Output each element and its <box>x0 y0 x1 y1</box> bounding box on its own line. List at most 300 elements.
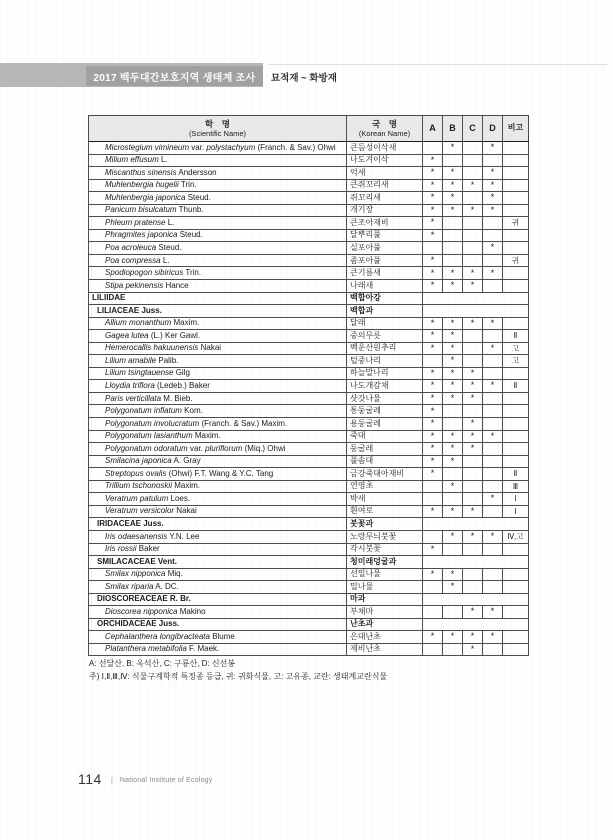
scientific-name-cell: Muhlenbergia japonica Steud. <box>89 192 347 205</box>
site-c-mark-cell <box>463 154 483 167</box>
site-a-mark-cell: * <box>423 204 443 217</box>
korean-name-cell: 밀나물 <box>347 581 423 594</box>
species-row <box>89 505 529 518</box>
note-cell <box>503 280 529 293</box>
scientific-name-cell: Hemerocallis hakuunensis Nakai <box>89 342 347 355</box>
korean-name-cell: 백운산원추리 <box>347 342 423 355</box>
korean-name-cell: 부채마 <box>347 606 423 619</box>
species-row <box>89 242 529 255</box>
note-cell: Ⅲ <box>503 480 529 493</box>
taxon-group-name-cell: IRIDACEAE Juss. <box>89 518 347 531</box>
note-cell <box>503 543 529 556</box>
species-row <box>89 581 529 594</box>
site-d-mark-cell <box>483 330 503 343</box>
site-d-mark-cell <box>483 392 503 405</box>
species-row <box>89 217 529 230</box>
site-d-mark-cell <box>483 418 503 431</box>
site-d-mark-cell: * <box>483 530 503 543</box>
site-c-mark-cell: * <box>463 430 483 443</box>
korean-name-cell: 각시붓꽃 <box>347 543 423 556</box>
note-cell: Ⅳ,고 <box>503 530 529 543</box>
col-header-scientific-name-en: (Scientific Name) <box>188 128 247 138</box>
site-b-mark-cell <box>443 606 463 619</box>
site-c-mark-cell <box>463 405 483 418</box>
note-cell <box>503 418 529 431</box>
site-b-mark-cell: * <box>443 167 463 180</box>
taxon-group-korean-cell: 붓꽃과 <box>347 518 423 531</box>
scientific-name-cell: Gagea lutea (L.) Ker Gawl. <box>89 330 347 343</box>
family-section-row <box>89 618 529 631</box>
merged-empty-cell <box>423 518 529 531</box>
site-a-mark-cell <box>423 581 443 594</box>
family-section-row <box>89 305 529 318</box>
family-section-row <box>89 556 529 569</box>
site-a-mark-cell: * <box>423 543 443 556</box>
site-a-mark-cell: * <box>423 192 443 205</box>
note-cell <box>503 606 529 619</box>
species-row <box>89 443 529 456</box>
site-c-mark-cell <box>463 480 483 493</box>
site-a-mark-cell: * <box>423 631 443 644</box>
family-section-row <box>89 593 529 606</box>
korean-name-cell: 둥굴레 <box>347 443 423 456</box>
site-d-mark-cell: * <box>483 167 503 180</box>
species-row <box>89 229 529 242</box>
species-row <box>89 392 529 405</box>
korean-name-cell: 억새 <box>347 167 423 180</box>
scientific-name-cell: Smilax nipponica Miq. <box>89 568 347 581</box>
site-c-mark-cell <box>463 330 483 343</box>
note-cell <box>503 643 529 656</box>
korean-name-cell: 큰듬성이삭새 <box>347 142 423 155</box>
col-header-site-d: D <box>483 116 503 142</box>
site-c-mark-cell: * <box>463 631 483 644</box>
site-b-mark-cell: * <box>443 455 463 468</box>
korean-name-cell: 박새 <box>347 493 423 506</box>
scientific-name-cell: Lilium tsingtauense Gilg <box>89 367 347 380</box>
family-section-row <box>89 518 529 531</box>
site-a-mark-cell: * <box>423 280 443 293</box>
site-d-mark-cell <box>483 154 503 167</box>
note-cell: 고 <box>503 355 529 368</box>
species-row <box>89 267 529 280</box>
site-b-mark-cell: * <box>443 142 463 155</box>
korean-name-cell: 큰조아재비 <box>347 217 423 230</box>
korean-name-cell: 은대난초 <box>347 631 423 644</box>
site-b-mark-cell: * <box>443 480 463 493</box>
site-c-mark-cell: * <box>463 443 483 456</box>
site-a-mark-cell: * <box>423 154 443 167</box>
site-a-mark-cell: * <box>423 380 443 393</box>
korean-name-cell: 중의무릇 <box>347 330 423 343</box>
site-a-mark-cell: * <box>423 418 443 431</box>
site-d-mark-cell: * <box>483 380 503 393</box>
note-cell <box>503 229 529 242</box>
site-c-mark-cell <box>463 142 483 155</box>
scientific-name-cell: Iris odaesanensis Y.N. Lee <box>89 530 347 543</box>
species-row <box>89 455 529 468</box>
site-b-mark-cell: * <box>443 530 463 543</box>
site-b-mark-cell: * <box>443 330 463 343</box>
page-number: 114 <box>78 771 102 787</box>
site-a-mark-cell <box>423 355 443 368</box>
footnote-site-key: A: 선달산, B: 옥석산, C: 구룡산, D: 신선봉 <box>89 659 236 668</box>
species-row <box>89 142 529 155</box>
merged-empty-cell <box>423 593 529 606</box>
species-row <box>89 355 529 368</box>
korean-name-cell: 큰기름새 <box>347 267 423 280</box>
note-cell <box>503 204 529 217</box>
taxon-group-korean-cell: 난초과 <box>347 618 423 631</box>
korean-name-cell: 하늘말나리 <box>347 367 423 380</box>
site-b-mark-cell: * <box>443 581 463 594</box>
site-d-mark-cell <box>483 280 503 293</box>
site-b-mark-cell: * <box>443 380 463 393</box>
report-title: 2017 백두대간보호지역 생태계 조사 <box>86 66 263 86</box>
site-c-mark-cell: * <box>463 380 483 393</box>
site-c-mark-cell <box>463 568 483 581</box>
scientific-name-cell: Lloydia triflora (Ledeb.) Baker <box>89 380 347 393</box>
species-row <box>89 568 529 581</box>
note-cell <box>503 179 529 192</box>
note-cell: Ⅰ <box>503 505 529 518</box>
taxon-group-korean-cell: 청미래덩굴과 <box>347 556 423 569</box>
korean-name-cell: 나래새 <box>347 280 423 293</box>
site-c-mark-cell: * <box>463 367 483 380</box>
species-row <box>89 405 529 418</box>
species-row <box>89 468 529 481</box>
site-d-mark-cell <box>483 543 503 556</box>
korean-name-cell: 통둥굴레 <box>347 405 423 418</box>
scientific-name-cell: Lilium amabile Palib. <box>89 355 347 368</box>
scientific-name-cell: Smilax riparia A. DC. <box>89 581 347 594</box>
site-a-mark-cell: * <box>423 217 443 230</box>
korean-name-cell: 선밀나물 <box>347 568 423 581</box>
site-a-mark-cell: * <box>423 455 443 468</box>
site-c-mark-cell <box>463 455 483 468</box>
site-d-mark-cell <box>483 505 503 518</box>
site-b-mark-cell: * <box>443 317 463 330</box>
site-b-mark-cell <box>443 418 463 431</box>
merged-empty-cell <box>423 556 529 569</box>
scientific-name-cell: Iris rossii Baker <box>89 543 347 556</box>
site-b-mark-cell <box>443 254 463 267</box>
site-a-mark-cell <box>423 242 443 255</box>
site-a-mark-cell <box>423 480 443 493</box>
species-row <box>89 192 529 205</box>
scientific-name-cell: Paris verticillata M. Bieb. <box>89 392 347 405</box>
site-c-mark-cell <box>463 242 483 255</box>
site-b-mark-cell: * <box>443 443 463 456</box>
scientific-name-cell: Allium monanthum Maxim. <box>89 317 347 330</box>
site-d-mark-cell: * <box>483 430 503 443</box>
site-d-mark-cell <box>483 355 503 368</box>
korean-name-cell: 좀포아풀 <box>347 254 423 267</box>
site-a-mark-cell: * <box>423 267 443 280</box>
site-b-mark-cell <box>443 217 463 230</box>
taxon-group-korean-cell: 백합아강 <box>347 292 423 305</box>
species-row <box>89 342 529 355</box>
site-b-mark-cell: * <box>443 430 463 443</box>
site-a-mark-cell <box>423 606 443 619</box>
scientific-name-cell: Poa acroleuca Steud. <box>89 242 347 255</box>
scientific-name-cell: Polygonatum lasianthum Maxim. <box>89 430 347 443</box>
site-d-mark-cell: * <box>483 179 503 192</box>
site-b-mark-cell: * <box>443 192 463 205</box>
species-table <box>88 115 529 656</box>
col-header-korean-name-en: (Korean Name) <box>358 128 411 138</box>
site-d-mark-cell <box>483 229 503 242</box>
scientific-name-cell: Platanthera metabifolia F. Maek. <box>89 643 347 656</box>
korean-name-cell: 삿갓나물 <box>347 392 423 405</box>
site-a-mark-cell: * <box>423 167 443 180</box>
site-b-mark-cell <box>443 543 463 556</box>
note-cell <box>503 167 529 180</box>
species-table-body <box>89 142 529 656</box>
note-cell <box>503 317 529 330</box>
site-a-mark-cell: * <box>423 342 443 355</box>
site-a-mark-cell: * <box>423 229 443 242</box>
site-d-mark-cell: * <box>483 631 503 644</box>
site-d-mark-cell <box>483 480 503 493</box>
taxon-group-korean-cell: 마과 <box>347 593 423 606</box>
site-b-mark-cell: * <box>443 342 463 355</box>
site-a-mark-cell <box>423 643 443 656</box>
species-row <box>89 643 529 656</box>
scientific-name-cell: Streptopus ovalis (Ohwi) F.T. Wang & Y.C. Tang <box>89 468 347 481</box>
site-d-mark-cell: * <box>483 142 503 155</box>
note-cell: 귀 <box>503 217 529 230</box>
site-b-mark-cell: * <box>443 631 463 644</box>
species-row <box>89 179 529 192</box>
col-header-note: 비고 <box>503 116 529 142</box>
species-row <box>89 430 529 443</box>
scientific-name-cell: Microstegium vimineum var. polystachyum (Franch. & Sav.) Ohwi <box>89 142 347 155</box>
site-a-mark-cell: * <box>423 505 443 518</box>
site-c-mark-cell <box>463 543 483 556</box>
site-a-mark-cell: * <box>423 430 443 443</box>
korean-name-cell: 털중나리 <box>347 355 423 368</box>
col-header-site-c: C <box>463 116 483 142</box>
species-row <box>89 543 529 556</box>
site-b-mark-cell <box>443 468 463 481</box>
site-c-mark-cell <box>463 192 483 205</box>
col-header-scientific-name <box>89 116 347 142</box>
site-d-mark-cell: * <box>483 242 503 255</box>
site-c-mark-cell <box>463 254 483 267</box>
site-d-mark-cell <box>483 643 503 656</box>
taxon-group-name-cell: LILIACEAE Juss. <box>89 305 347 318</box>
site-c-mark-cell: * <box>463 418 483 431</box>
note-cell <box>503 443 529 456</box>
site-c-mark-cell: * <box>463 392 483 405</box>
site-c-mark-cell <box>463 468 483 481</box>
note-cell: Ⅱ <box>503 330 529 343</box>
site-b-mark-cell: * <box>443 204 463 217</box>
site-c-mark-cell: * <box>463 267 483 280</box>
note-cell <box>503 455 529 468</box>
col-header-scientific-name-ko: 학 명 <box>205 118 230 129</box>
site-d-mark-cell: * <box>483 493 503 506</box>
scientific-name-cell: Poa compressa L. <box>89 254 347 267</box>
note-cell <box>503 568 529 581</box>
site-d-mark-cell <box>483 367 503 380</box>
korean-name-cell: 연영초 <box>347 480 423 493</box>
scientific-name-cell: Muhlenbergia hugelii Trin. <box>89 179 347 192</box>
scientific-name-cell: Trillium tschonoskii Maxim. <box>89 480 347 493</box>
species-row <box>89 167 529 180</box>
site-b-mark-cell: * <box>443 367 463 380</box>
site-a-mark-cell: * <box>423 392 443 405</box>
site-c-mark-cell <box>463 355 483 368</box>
note-cell <box>503 192 529 205</box>
site-d-mark-cell <box>483 405 503 418</box>
site-d-mark-cell: * <box>483 342 503 355</box>
korean-name-cell: 나도개감채 <box>347 380 423 393</box>
site-c-mark-cell: * <box>463 204 483 217</box>
scientific-name-cell: Veratrum patulum Loes. <box>89 493 347 506</box>
scientific-name-cell: Phleum pratense L. <box>89 217 347 230</box>
site-c-mark-cell: * <box>463 317 483 330</box>
site-c-mark-cell <box>463 493 483 506</box>
korean-name-cell: 쥐꼬리새 <box>347 192 423 205</box>
site-d-mark-cell <box>483 581 503 594</box>
running-head-rule <box>268 64 607 65</box>
site-a-mark-cell: * <box>423 568 443 581</box>
subclass-section-row <box>89 292 529 305</box>
footer-divider: | <box>110 775 113 785</box>
site-d-mark-cell: * <box>483 606 503 619</box>
site-d-mark-cell <box>483 455 503 468</box>
species-row <box>89 317 529 330</box>
korean-name-cell: 용둥굴레 <box>347 418 423 431</box>
site-a-mark-cell <box>423 530 443 543</box>
korean-name-cell: 달뿌리풀 <box>347 229 423 242</box>
site-c-mark-cell: * <box>463 643 483 656</box>
korean-name-cell: 금강죽대아재비 <box>347 468 423 481</box>
species-row <box>89 330 529 343</box>
scientific-name-cell: Spodiopogon sibiricus Trin. <box>89 267 347 280</box>
species-row <box>89 631 529 644</box>
species-row <box>89 418 529 431</box>
site-b-mark-cell <box>443 229 463 242</box>
site-a-mark-cell <box>423 493 443 506</box>
korean-name-cell: 노랑무늬붓꽃 <box>347 530 423 543</box>
site-d-mark-cell <box>483 443 503 456</box>
korean-name-cell: 달래 <box>347 317 423 330</box>
korean-name-cell: 풀솜대 <box>347 455 423 468</box>
merged-empty-cell <box>423 618 529 631</box>
merged-empty-cell <box>423 292 529 305</box>
scientific-name-cell: Veratrum versicolor Nakai <box>89 505 347 518</box>
korean-name-cell: 큰쥐꼬리새 <box>347 179 423 192</box>
species-row <box>89 254 529 267</box>
taxon-group-korean-cell: 백합과 <box>347 305 423 318</box>
species-row <box>89 480 529 493</box>
col-header-korean-name <box>347 116 423 142</box>
table-header-row <box>89 116 529 142</box>
site-d-mark-cell <box>483 568 503 581</box>
site-c-mark-cell: * <box>463 505 483 518</box>
site-b-mark-cell: * <box>443 355 463 368</box>
species-row <box>89 204 529 217</box>
korean-name-cell: 죽대 <box>347 430 423 443</box>
site-a-mark-cell: * <box>423 367 443 380</box>
site-c-mark-cell: * <box>463 606 483 619</box>
note-cell: 귀 <box>503 254 529 267</box>
site-b-mark-cell <box>443 643 463 656</box>
site-d-mark-cell <box>483 254 503 267</box>
site-b-mark-cell <box>443 154 463 167</box>
site-a-mark-cell: * <box>423 254 443 267</box>
site-d-mark-cell: * <box>483 317 503 330</box>
species-row <box>89 154 529 167</box>
site-b-mark-cell: * <box>443 280 463 293</box>
site-a-mark-cell: * <box>423 443 443 456</box>
korean-name-cell: 제비난초 <box>347 643 423 656</box>
species-row <box>89 493 529 506</box>
site-a-mark-cell: * <box>423 179 443 192</box>
note-cell <box>503 267 529 280</box>
note-cell <box>503 242 529 255</box>
note-cell <box>503 392 529 405</box>
note-cell: Ⅱ <box>503 468 529 481</box>
site-b-mark-cell <box>443 405 463 418</box>
col-header-site-b: B <box>443 116 463 142</box>
merged-empty-cell <box>423 305 529 318</box>
site-a-mark-cell: * <box>423 468 443 481</box>
col-header-korean-name-ko: 국 명 <box>372 118 397 129</box>
note-cell <box>503 430 529 443</box>
note-cell <box>503 142 529 155</box>
site-b-mark-cell: * <box>443 505 463 518</box>
site-c-mark-cell: * <box>463 280 483 293</box>
taxon-group-name-cell: DIOSCOREACEAE R. Br. <box>89 593 347 606</box>
note-cell <box>503 631 529 644</box>
korean-name-cell: 나도겨이삭 <box>347 154 423 167</box>
note-cell <box>503 581 529 594</box>
species-row <box>89 367 529 380</box>
page-footer <box>78 771 212 787</box>
site-c-mark-cell: * <box>463 179 483 192</box>
site-b-mark-cell <box>443 242 463 255</box>
site-c-mark-cell <box>463 217 483 230</box>
scientific-name-cell: Polygonatum inflatum Kom. <box>89 405 347 418</box>
species-row <box>89 280 529 293</box>
species-row <box>89 606 529 619</box>
scientific-name-cell: Milium effusum L. <box>89 154 347 167</box>
site-a-mark-cell: * <box>423 330 443 343</box>
site-c-mark-cell <box>463 167 483 180</box>
site-b-mark-cell <box>443 493 463 506</box>
site-b-mark-cell: * <box>443 568 463 581</box>
korean-name-cell: 개기장 <box>347 204 423 217</box>
site-c-mark-cell <box>463 581 483 594</box>
species-row <box>89 380 529 393</box>
scientific-name-cell: Dioscorea nipponica Makino <box>89 606 347 619</box>
section-range-label: 묘적재 ~ 화방재 <box>271 73 337 84</box>
site-a-mark-cell: * <box>423 317 443 330</box>
site-b-mark-cell: * <box>443 179 463 192</box>
species-row <box>89 530 529 543</box>
site-a-mark-cell <box>423 142 443 155</box>
site-b-mark-cell: * <box>443 267 463 280</box>
scientific-name-cell: Phragmites japonica Steud. <box>89 229 347 242</box>
site-d-mark-cell <box>483 217 503 230</box>
scientific-name-cell: Cephalanthera longibracteata Blume <box>89 631 347 644</box>
site-c-mark-cell <box>463 229 483 242</box>
site-b-mark-cell: * <box>443 392 463 405</box>
